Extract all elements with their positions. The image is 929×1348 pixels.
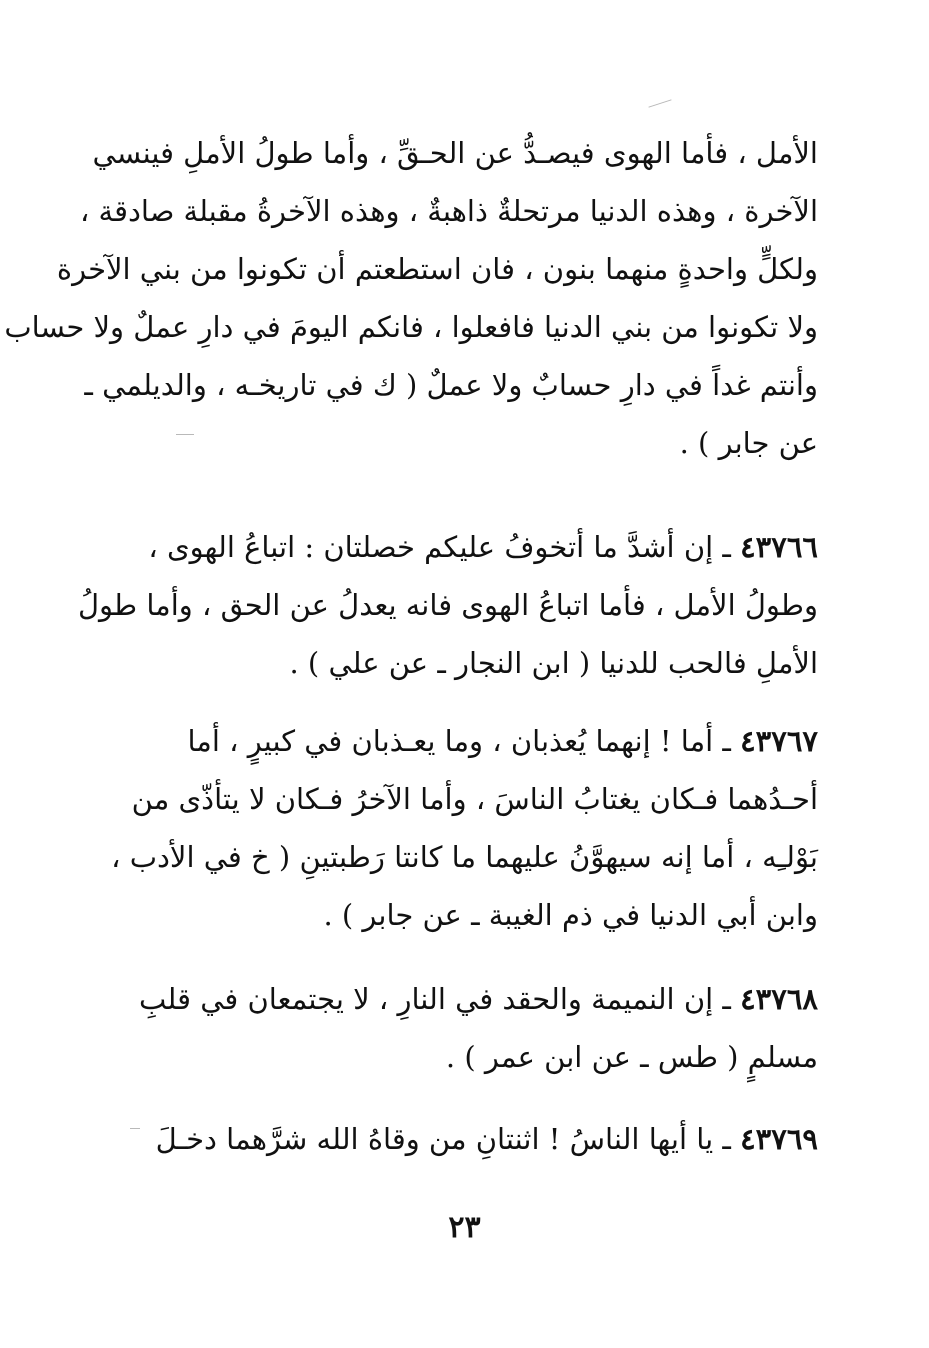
- hadith-number: ٤٣٧٦٧: [740, 724, 818, 758]
- text-line: الأملِ فالحب للدنيا ( ابن النجار ـ عن علي ) .: [289, 646, 818, 680]
- hadith-text: ـ إن النميمة والحقد في النارِ ، لا يجتمعان في قلبِ: [139, 982, 731, 1016]
- hadith-number: ٤٣٧٦٨: [740, 982, 818, 1016]
- text-line: وأنتم غداً في دارِ حسابٌ ولا عملٌ ( ك في تاريخـه ، والديلمي ـ: [84, 368, 818, 402]
- text-line: عن جابر ) .: [679, 426, 818, 460]
- hadith-paragraph-43766: [77, 518, 818, 692]
- text-line: [118, 1110, 818, 1168]
- hadith-paragraph-43769: [118, 1110, 818, 1168]
- scan-mark: [648, 99, 671, 107]
- hadith-text: ـ أما ! إنهما يُعذبان ، وما يعـذبان في كبيرٍ ، أما: [187, 724, 731, 758]
- hadith-text: ـ إن أشدَّ ما أتخوفُ عليكم خصلتان : اتباعُ الهوى ،: [148, 530, 731, 564]
- text-line: [118, 970, 818, 1028]
- text-line: مسلمٍ ( طس ـ عن ابن عمر ) .: [445, 1040, 818, 1074]
- text-line: أحـدُهما فـكان يغتابُ الناسَ ، وأما الآخرُ فـكان لا يتأذّى من: [131, 782, 818, 816]
- text-line: الآخرة ، وهذه الدنيا مرتحلةٌ ذاهبةٌ ، وهذه الآخرةُ مقبلة صادقة ،: [79, 194, 818, 228]
- hadith-continuation-paragraph: [4, 124, 818, 472]
- text-line: بَوْلـِه ، أما إنه سيهوَّنُ عليهما ما كانتا رَطبتينِ ( خ في الأدب ،: [111, 840, 818, 874]
- text-line: ولا تكونوا من بني الدنيا فافعلوا ، فانكم اليومَ في دارِ عملٌ ولا حساب: [4, 310, 818, 344]
- text-line: ولكلٍّ واحدةٍ منهما بنون ، فان استطعتم أن تكونوا من بني الآخرة: [56, 252, 818, 286]
- text-line: [118, 518, 818, 576]
- text-line: وابن أبي الدنيا في ذم الغيبة ـ عن جابر ) .: [323, 898, 818, 932]
- text-line: وطولُ الأمل ، فأما اتباعُ الهوى فانه يعدلُ عن الحق ، وأما طولُ: [77, 588, 818, 622]
- hadith-paragraph-43767: [111, 712, 818, 944]
- hadith-paragraph-43768: [118, 970, 818, 1086]
- text-line: الأمل ، فأما الهوى فيصـدُّ عن الحـقِّ ، وأما طولُ الأملِ فينسي: [92, 136, 818, 170]
- text-line: [118, 712, 818, 770]
- hadith-number: ٤٣٧٦٩: [740, 1122, 818, 1156]
- hadith-text: ـ يا أيها الناسُ ! اثنتانِ من وقاهُ الله شرَّهما دخـلَ: [155, 1122, 731, 1156]
- hadith-number: ٤٣٧٦٦: [740, 530, 818, 564]
- page-number: ٢٣: [448, 1210, 481, 1245]
